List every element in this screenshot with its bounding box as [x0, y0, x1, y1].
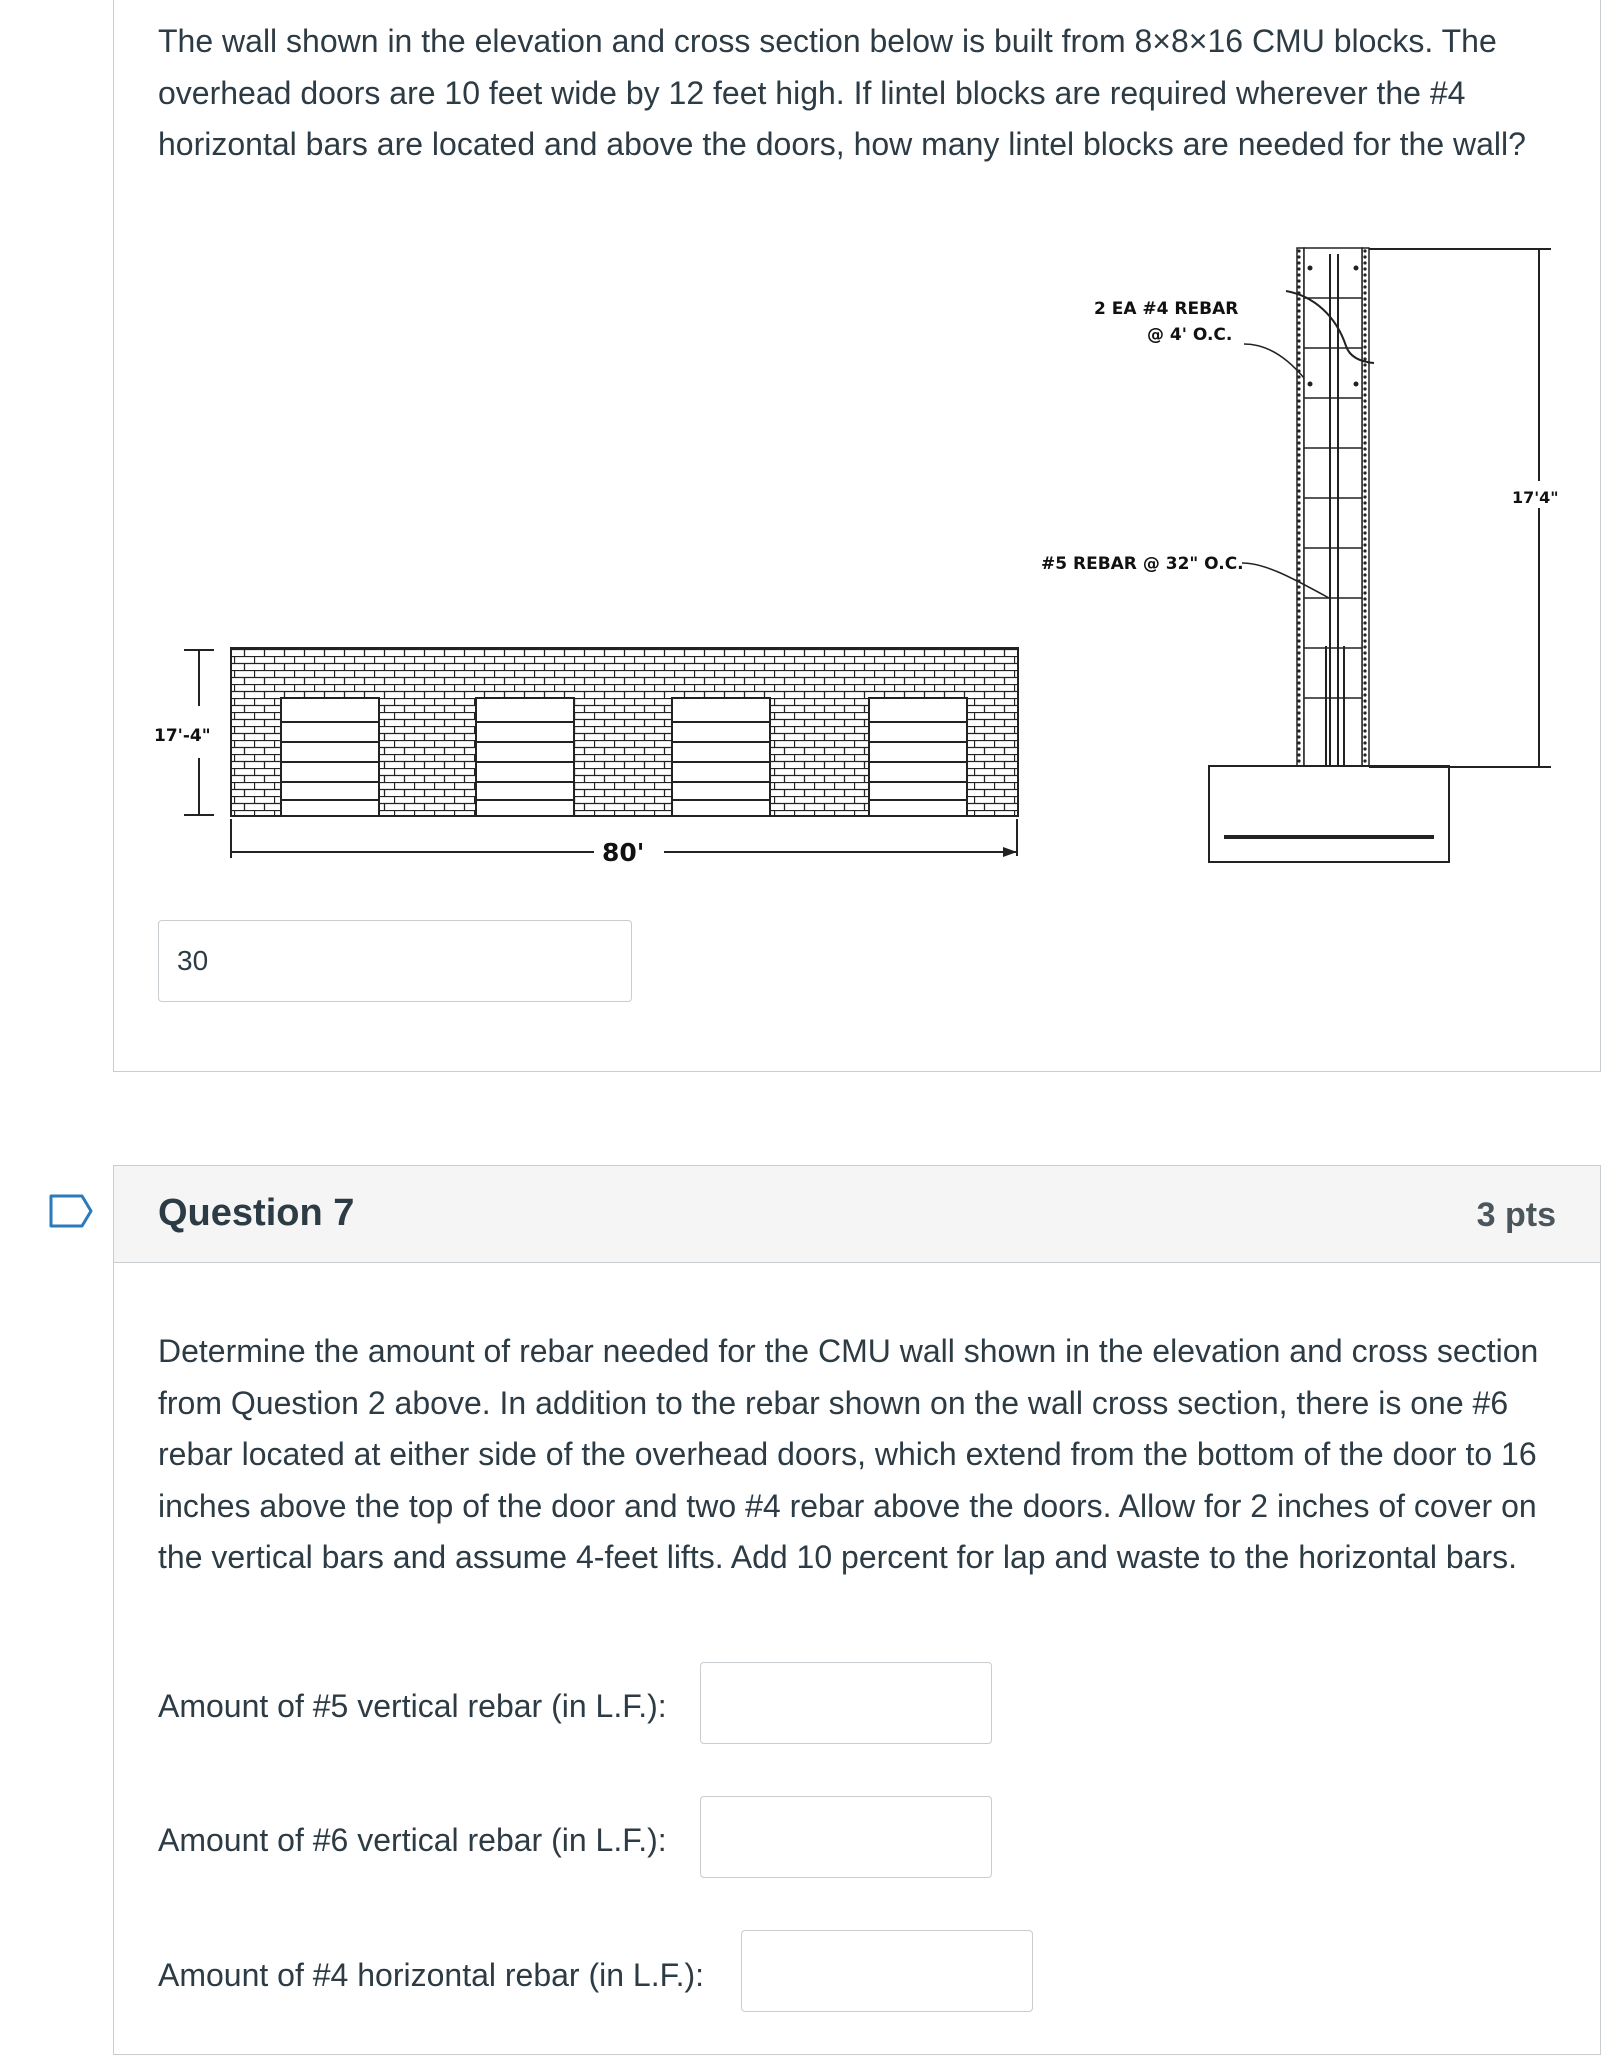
vertical-rebar-label: #5 REBAR @ 32" O.C. [1041, 554, 1244, 574]
elevation-length-dimension [231, 819, 1017, 867]
overhead-door [672, 698, 770, 816]
question-6-prompt: The wall shown in the elevation and cross section below is built from 8×8×16 CMU blocks. The overhead doors are 10 feet wide by 12 feet high. If lintel blocks are required wherever the #4 horizontal bars are located and above the doors, how many lintel blocks are needed for the wall? [158, 23, 1526, 162]
question-7-prompt: Determine the amount of rebar needed for the CMU wall shown in the elevation and cross section from Question 2 above. In addition to the rebar shown on the wall cross section, there is one #6 rebar located at either side of the overhead doors, which extend from the bottom of the door to 16 inches above the top of the door and two #4 rebar above the doors. Allow for 2 inches of cover on the vertical bars and assume 4-feet lifts. Add 10 percent for lap and waste to the horizontal bars. [158, 1333, 1539, 1575]
question-6-answer-input[interactable] [158, 920, 632, 1002]
elevation-height-dimension [154, 650, 214, 815]
question-6-card [113, 0, 1601, 1072]
question-points: 3 pts [1476, 1196, 1556, 1234]
rebar-5-input[interactable] [700, 1662, 992, 1744]
rebar-5-label: Amount of #5 vertical rebar (in L.F.): [158, 1688, 667, 1724]
wall-drawing [114, 236, 1602, 881]
wall-elevation [154, 648, 1018, 867]
wall-cross-section [1041, 248, 1559, 862]
question-7-card [113, 1165, 1601, 2055]
rebar-4-label: Amount of #4 horizontal rebar (in L.F.): [158, 1957, 705, 1993]
rebar-4-input[interactable] [741, 1930, 1033, 2012]
overhead-door [869, 698, 967, 816]
section-height-label: 17'4" [1512, 488, 1559, 507]
overhead-door [476, 698, 574, 816]
horizontal-rebar-label-line2: @ 4' O.C. [1147, 325, 1233, 345]
flag-question-icon[interactable] [48, 1193, 94, 1229]
question-title: Question 7 [158, 1192, 355, 1234]
elevation-length-label: 80' [602, 838, 645, 867]
overhead-door [281, 698, 379, 816]
wall-figure [114, 236, 1602, 881]
elevation-height-label: 17'-4" [154, 726, 211, 746]
question-7-header [114, 1166, 1600, 1263]
rebar-6-input[interactable] [700, 1796, 992, 1878]
horizontal-rebar-label-line1: 2 EA #4 REBAR [1094, 299, 1239, 319]
rebar-6-label: Amount of #6 vertical rebar (in L.F.): [158, 1822, 667, 1858]
